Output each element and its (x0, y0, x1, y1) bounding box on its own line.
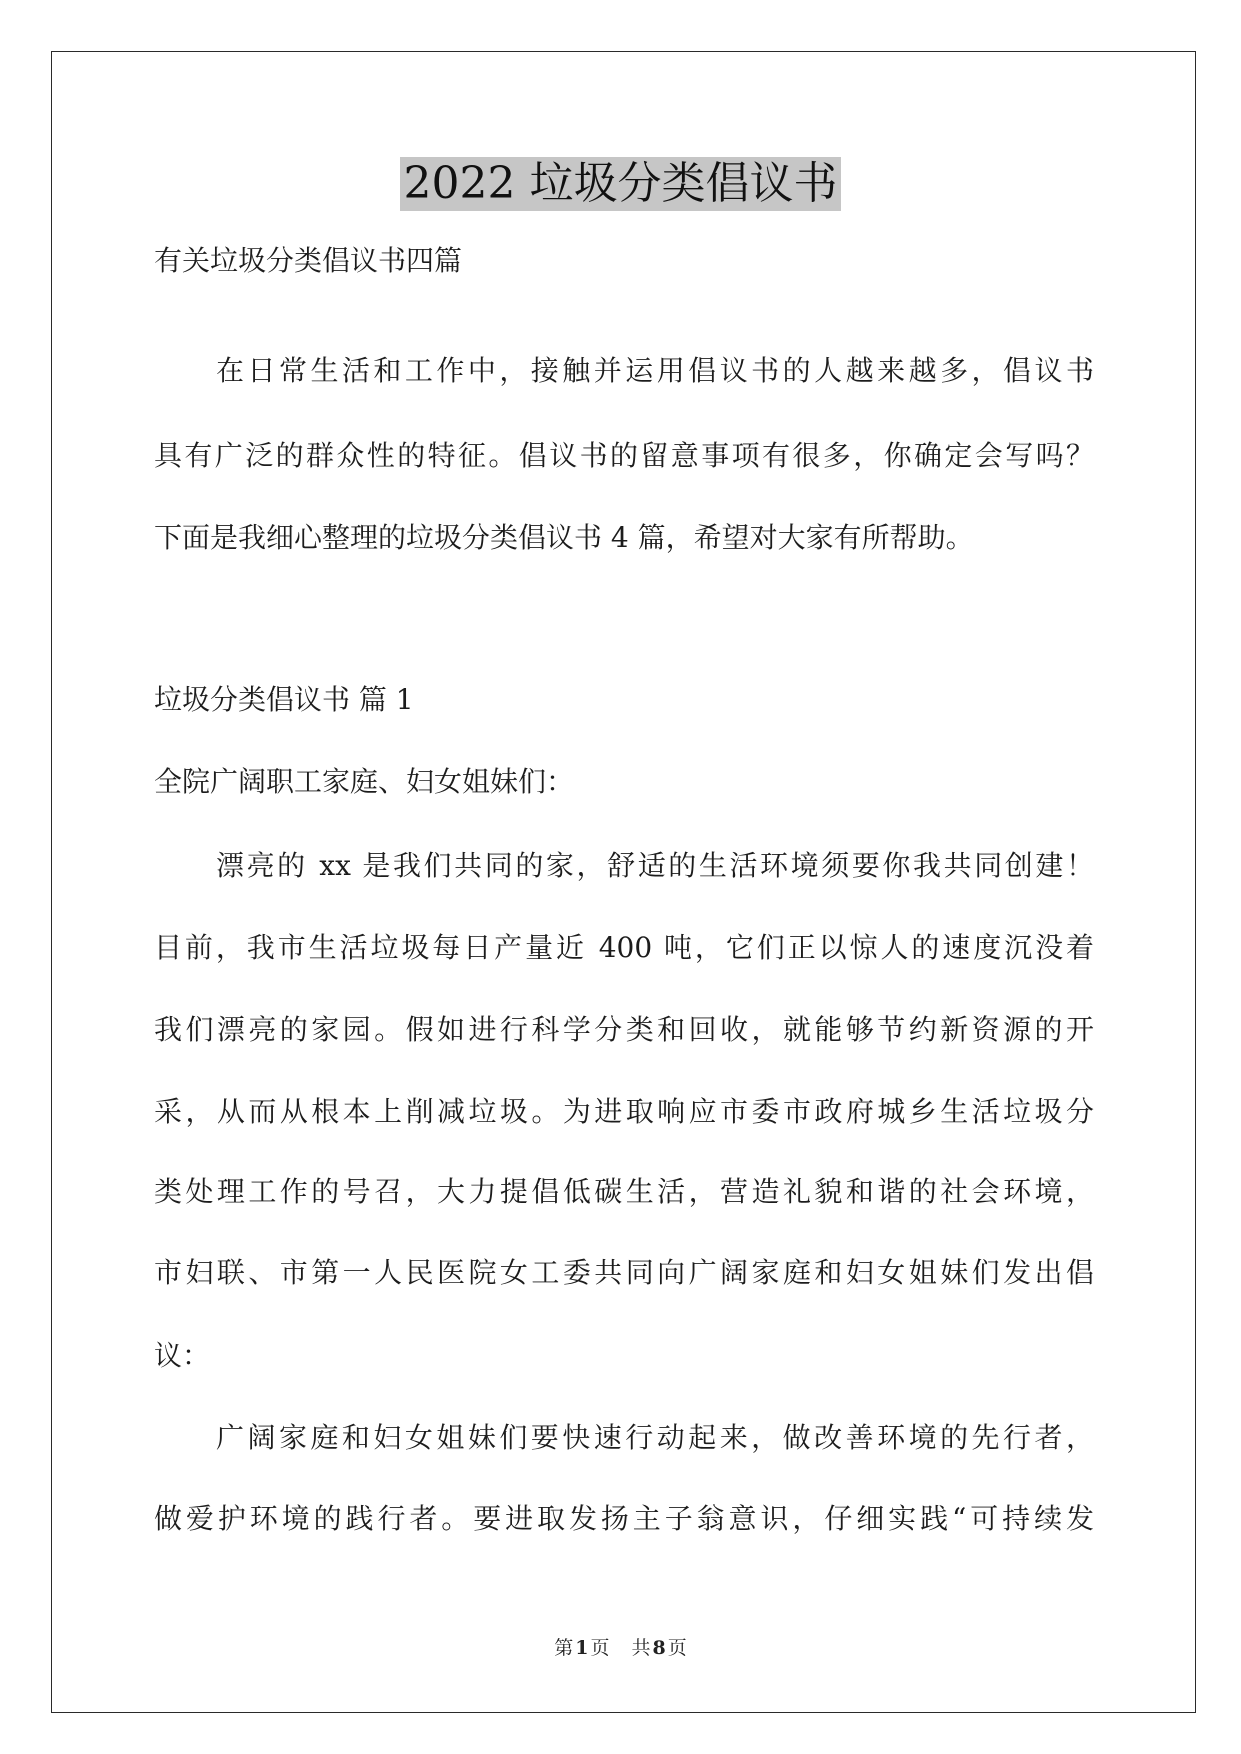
intro-heading: 有关垃圾分类倡议书四篇 (154, 244, 463, 277)
section-heading: 垃圾分类倡议书 篇 1 (154, 683, 414, 716)
page-prefix: 第 (554, 1637, 574, 1659)
paragraph-line: 类处理工作的号召，大力提倡低碳生活，营造礼貌和谐的社会环境， (154, 1175, 1094, 1208)
salutation: 全院广阔职工家庭、妇女姐妹们： (154, 765, 575, 798)
paragraph-line: 做爱护环境的践行者。要进取发扬主子翁意识，仔细实践“可持续发 (154, 1502, 1094, 1535)
total-suffix: 页 (667, 1637, 687, 1659)
total-pages: 8 (652, 1637, 666, 1659)
page-number: 1 (575, 1637, 589, 1659)
paragraph-line: 漂亮的 xx 是我们共同的家，舒适的生活环境须要你我共同创建！ (216, 849, 1094, 882)
paragraph-line: 议： (154, 1339, 211, 1372)
intro-paragraph-line: 具有广泛的群众性的特征。倡议书的留意事项有很多，你确定会写吗？ (154, 439, 1094, 472)
total-prefix: 共 (631, 1637, 651, 1659)
paragraph-line: 采，从而从根本上削减垃圾。为进取响应市委市政府城乡生活垃圾分 (154, 1095, 1094, 1128)
page-suffix: 页 (590, 1637, 610, 1659)
page-footer (0, 1636, 1241, 1660)
document-title: 2022 垃圾分类倡议书 (400, 157, 842, 211)
total-pages-indicator (632, 1637, 687, 1659)
title-container (0, 157, 1241, 211)
paragraph-line: 我们漂亮的家园。假如进行科学分类和回收，就能够节约新资源的开 (154, 1013, 1094, 1046)
paragraph-line: 市妇联、市第一人民医院女工委共同向广阔家庭和妇女姐妹们发出倡 (154, 1256, 1094, 1289)
page-indicator (554, 1637, 609, 1659)
paragraph-line: 目前，我市生活垃圾每日产量近 400 吨，它们正以惊人的速度沉没着 (154, 931, 1094, 964)
paragraph-line: 广阔家庭和妇女姐妹们要快速行动起来，做改善环境的先行者， (216, 1421, 1094, 1454)
intro-paragraph-line: 下面是我细心整理的垃圾分类倡议书 4 篇，希望对大家有所帮助。 (154, 521, 974, 554)
intro-paragraph-line: 在日常生活和工作中，接触并运用倡议书的人越来越多，倡议书 (216, 354, 1094, 387)
